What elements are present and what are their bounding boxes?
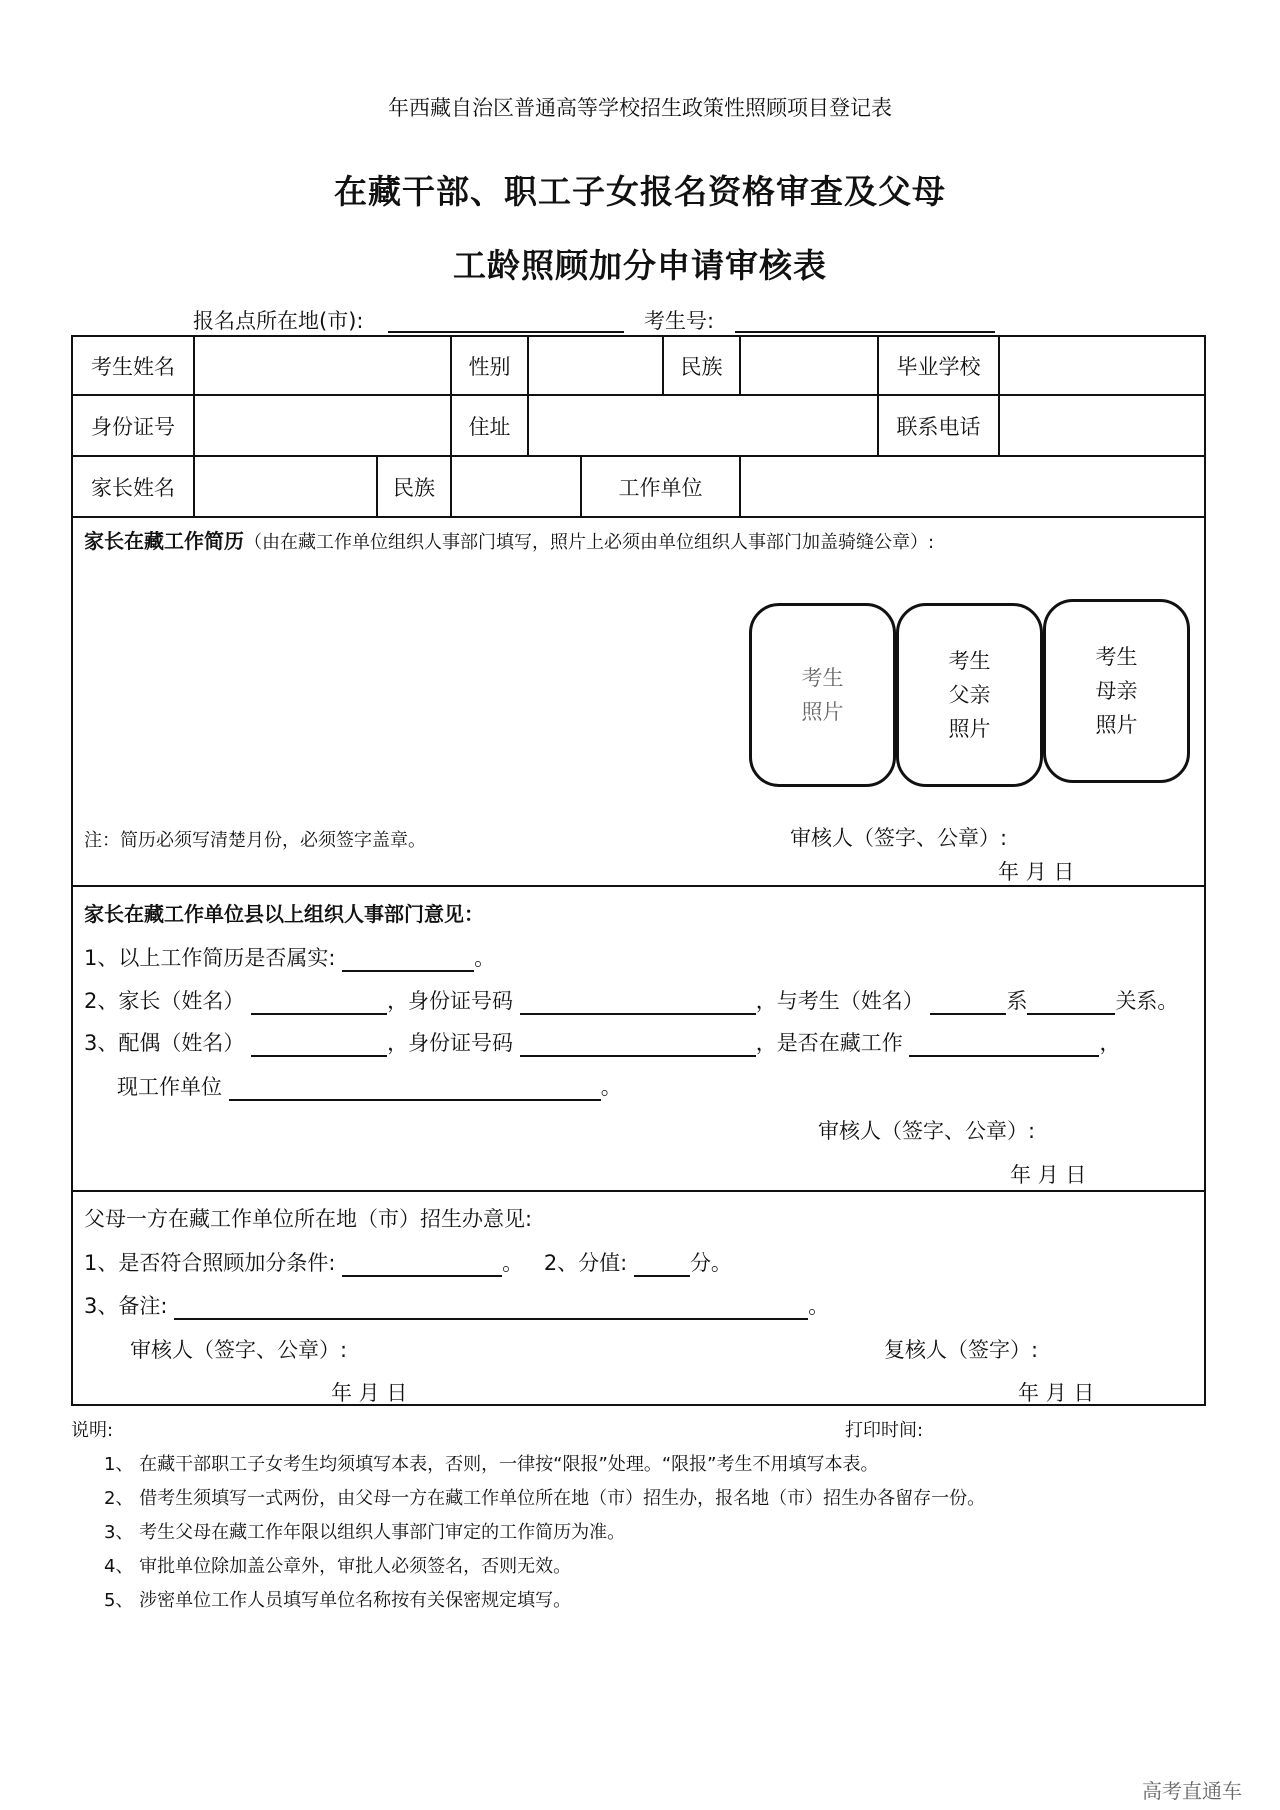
admission-q3-end: 。 — [808, 1294, 830, 1318]
explain-label: 说明: — [71, 1420, 114, 1441]
school-label: 毕业学校 — [896, 354, 981, 379]
note-item: 2、 借考生须填写一式两份，由父母一方在藏工作单位所在地（市）招生办，报名地（市）招生办各留存一份。 — [104, 1488, 986, 1509]
org-q3-line — [84, 1027, 1120, 1057]
org-q2-id-input[interactable] — [520, 989, 756, 1015]
org-q3-id-label: ，身份证号码 — [387, 1031, 514, 1055]
parent-ethnicity-label: 民族 — [393, 475, 435, 500]
reg-location-input[interactable] — [388, 307, 624, 333]
address-label: 住址 — [468, 414, 511, 439]
phone-label: 联系电话 — [896, 414, 981, 439]
ethnicity-field[interactable] — [741, 337, 877, 394]
resume-instruction: （由在藏工作单位组织人事部门填写，照片上必须由单位组织人事部门加盖骑缝公章）: — [244, 532, 935, 553]
form-title-line1: 在藏干部、职工子女报名资格审查及父母 — [334, 172, 946, 211]
org-q1-end: 。 — [474, 946, 496, 970]
org-q2-end: 关系。 — [1115, 989, 1179, 1013]
student-name-label: 考生姓名 — [91, 354, 175, 379]
row-divider — [71, 516, 1206, 518]
org-q3-end: 。 — [600, 1075, 622, 1099]
org-q1-label: 1、以上工作简历是否属实: — [84, 946, 336, 970]
student-name-field[interactable] — [195, 337, 450, 394]
org-q2-parent-input[interactable] — [251, 989, 387, 1015]
admission-q1-label: 1、是否符合照顾加分条件: — [84, 1251, 336, 1275]
org-q3-intibet-input[interactable] — [909, 1031, 1099, 1057]
admission-q1-end: 。 — [502, 1251, 524, 1275]
school-field[interactable] — [1000, 337, 1204, 394]
form-title-line2: 工龄照顾加分申请审核表 — [453, 246, 827, 285]
org-q2-relation-input[interactable] — [1027, 989, 1115, 1015]
admission-q1-line — [84, 1247, 732, 1277]
address-field[interactable] — [529, 396, 877, 455]
org-q3-spouse-label: 3、配偶（姓名） — [84, 1031, 245, 1055]
org-q2-student-label: ，与考生（姓名） — [755, 989, 924, 1013]
form-series-title: 年西藏自治区普通高等学校招生政策性照顾项目登记表 — [388, 96, 892, 120]
admission-reviewer-label: 审核人（签字、公章）: — [130, 1338, 348, 1362]
admission-q3-input[interactable] — [174, 1294, 808, 1320]
org-q2-parent-label: 2、家长（姓名） — [84, 989, 245, 1013]
id-no-field[interactable] — [195, 396, 450, 455]
student-photo-box — [749, 603, 896, 787]
student-photo-label: 考生 照片 — [801, 666, 844, 724]
admission-q2-label: 2、分值: — [543, 1251, 628, 1275]
resume-heading-line — [84, 525, 934, 554]
parent-name-label: 家长姓名 — [91, 475, 175, 500]
org-q2-line — [84, 985, 1178, 1015]
row-divider — [71, 1190, 1206, 1192]
org-date: 年 月 日 — [1010, 1163, 1087, 1187]
admission-q1-input[interactable] — [342, 1251, 502, 1277]
org-q3-work-line — [117, 1071, 622, 1101]
work-unit-label: 工作单位 — [618, 475, 703, 500]
note-item: 4、 审批单位除加盖公章外，审批人必须签名，否则无效。 — [104, 1556, 572, 1577]
note-item: 1、 在藏干部职工子女考生均须填写本表，否则，一律按“限报”处理。“限报”考生不用填写本表。 — [104, 1454, 879, 1475]
admission-rechecker-label: 复核人（签字）: — [884, 1338, 1039, 1362]
org-q3-work-input[interactable] — [229, 1075, 601, 1101]
org-q1-input[interactable] — [342, 946, 474, 972]
admission-q3-line — [84, 1290, 829, 1320]
admission-date-right: 年 月 日 — [1018, 1381, 1095, 1405]
org-q3-id-input[interactable] — [520, 1031, 756, 1057]
watermark: 高考直通车 — [1142, 1779, 1242, 1803]
org-q2-rel-label: 系 — [1006, 989, 1028, 1013]
note-item: 3、 考生父母在藏工作年限以组织人事部门审定的工作简历为准。 — [104, 1522, 626, 1543]
ethnicity-label: 民族 — [680, 354, 723, 379]
print-time-label: 打印时间: — [845, 1420, 924, 1441]
father-photo-label: 考生 父亲 照片 — [948, 649, 991, 741]
phone-field[interactable] — [1000, 396, 1204, 455]
work-unit-field[interactable] — [741, 457, 1204, 516]
org-q3-work-label: 现工作单位 — [117, 1075, 222, 1099]
resume-heading: 家长在藏工作简历 — [84, 529, 244, 553]
parent-ethnicity-field[interactable] — [452, 457, 580, 516]
exam-no-input[interactable] — [735, 307, 995, 333]
admission-heading: 父母一方在藏工作单位所在地（市）招生办意见: — [84, 1207, 533, 1231]
resume-date: 年 月 日 — [998, 860, 1075, 884]
org-opinion-heading: 家长在藏工作单位县以上组织人事部门意见： — [84, 902, 484, 926]
gender-label: 性别 — [468, 354, 511, 379]
org-q2-student-input[interactable] — [930, 989, 1006, 1015]
org-q2-id-label: ，身份证号码 — [387, 989, 514, 1013]
resume-reviewer-label: 审核人（签字、公章）: — [790, 826, 1008, 850]
mother-photo-box — [1043, 599, 1190, 783]
mother-photo-label: 考生 母亲 照片 — [1095, 645, 1138, 737]
parent-name-field[interactable] — [195, 457, 376, 516]
org-reviewer-label: 审核人（签字、公章）: — [818, 1119, 1036, 1143]
id-no-label: 身份证号 — [91, 414, 175, 439]
resume-note: 注：简历必须写清楚月份，必须签字盖章。 — [84, 830, 426, 851]
admission-date-left: 年 月 日 — [331, 1381, 408, 1405]
admission-q2-end: 分。 — [689, 1251, 732, 1275]
org-q3-intibet-label: ，是否在藏工作 — [755, 1031, 903, 1055]
gender-field[interactable] — [529, 337, 662, 394]
org-q3-spouse-input[interactable] — [251, 1031, 387, 1057]
reg-location-label: 报名点所在地(市): — [193, 309, 364, 333]
admission-q2-input[interactable] — [634, 1251, 690, 1277]
admission-q3-label: 3、备注: — [84, 1294, 168, 1318]
note-item: 5、 涉密单位工作人员填写单位名称按有关保密规定填写。 — [104, 1590, 572, 1611]
exam-no-label: 考生号: — [644, 309, 715, 333]
father-photo-box — [896, 603, 1043, 787]
org-q1-line — [84, 942, 495, 972]
org-q3-comma: ， — [1099, 1031, 1121, 1055]
